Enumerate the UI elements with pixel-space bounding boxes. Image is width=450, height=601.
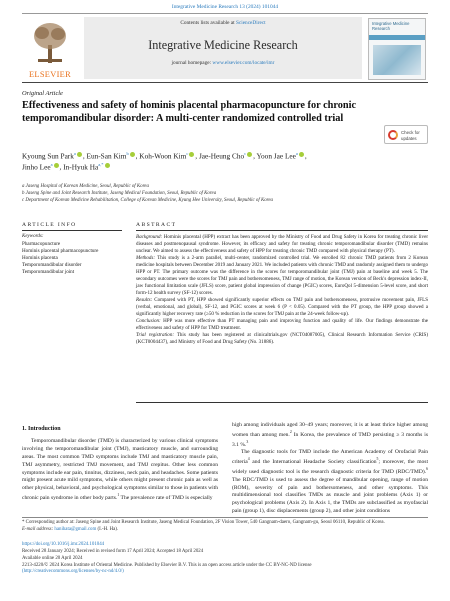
check-for-updates-label bbox=[401, 130, 420, 141]
citation-ref[interactable]: 6 bbox=[426, 466, 428, 471]
abstract-text: HPP was more effective than PT managing pain and improving function and quality of life. Our findings demonstrate the effectiveness and safety of HPP for TMD treatment. bbox=[136, 318, 428, 331]
publisher-name: ELSEVIER bbox=[29, 70, 71, 79]
author-name[interactable]: Eun-San Kim bbox=[86, 151, 127, 161]
keyword-item: Temporomandibular disorder bbox=[22, 262, 82, 269]
email-tail: (I.-H. Ha). bbox=[96, 526, 119, 532]
corr-text: Corresponding author at: Jaseng Spine and Joint Research Institute, Jaseng Medical Foundation, 2F Vision Tower, 540 Gangnam-daero, Gangnam-gu, Seoul 06110, Republic of Korea. bbox=[24, 520, 385, 525]
license-link[interactable]: (http://creativecommons.org/licenses/by-nc-nd/4.0/) bbox=[22, 569, 124, 575]
abstract-rule bbox=[136, 230, 428, 231]
orcid-icon[interactable] bbox=[189, 152, 194, 157]
corr-line bbox=[22, 520, 428, 527]
article-info-rule bbox=[22, 230, 122, 231]
abstract-bottom-rule bbox=[136, 402, 428, 403]
footnote-rule bbox=[22, 517, 428, 518]
orcid-icon[interactable] bbox=[77, 152, 82, 157]
abstract-heading: ABSTRACT bbox=[136, 222, 177, 228]
intro-text: In Korea, the prevalence of TMD persisting ≥ 3 months is 3.1 %. bbox=[232, 431, 428, 448]
abstract-label: Trial registration: bbox=[136, 332, 175, 338]
author-affil-sup[interactable]: c bbox=[186, 151, 189, 156]
elsevier-logo[interactable] bbox=[24, 19, 76, 79]
orcid-icon[interactable] bbox=[105, 163, 110, 168]
intro-text: ; moreover, the most widely used diagnostic tool is the research diagnostic criteria for TMD (RDC/TMD). bbox=[232, 459, 428, 475]
journal-cover-thumbnail-icon[interactable] bbox=[368, 18, 426, 80]
keywords-label: Keywords: bbox=[22, 234, 44, 239]
citation-ref[interactable]: 3 bbox=[246, 439, 249, 444]
copyright-line: 2213-4220/© 2024 Korea Institute of Oriental Medicine. Published by Elsevier B.V. This is an open access article under the CC BY-NC-ND license bbox=[22, 562, 312, 568]
author-affil-sup[interactable]: a bbox=[73, 151, 76, 156]
author-name[interactable]: In-Hyuk Ha bbox=[63, 162, 99, 172]
author-name[interactable]: Kyoung Sun Park bbox=[22, 151, 74, 161]
abstract-body bbox=[136, 234, 428, 346]
journal-name: Integrative Medicine Research bbox=[148, 38, 298, 52]
keyword-item: Pharmacopuncture bbox=[22, 241, 61, 247]
orcid-icon[interactable] bbox=[130, 152, 135, 157]
intro-paragraph bbox=[232, 422, 428, 449]
journal-reference[interactable]: Integrative Medicine Research 13 (2024) 101044 bbox=[171, 4, 279, 10]
abstract-label: Background: bbox=[136, 234, 163, 240]
abstract-background bbox=[136, 234, 428, 255]
author-name[interactable]: Jinho Lee bbox=[22, 162, 51, 172]
journal-banner bbox=[84, 17, 362, 79]
doi-link[interactable]: https://doi.org/10.1016/j.imr.2024.101044 bbox=[22, 542, 105, 547]
abstract-label: Results: bbox=[136, 297, 153, 303]
abstract-text: Hominis placental (HPP) extract has been approved by the Ministry of Food and Drug Safety in Korea for treating chronic liver diseases and postmenopausal syndrome. However, its efficacy and safety for treating chronic temporomandibular disorder (TMD) remains unclear. We aimed to assess the effectiveness and safety of HPP for treating chronic TMD compared with physical therapy (PT). bbox=[136, 234, 429, 254]
keyword-item: Hominis placental pharmacopuncture bbox=[22, 248, 99, 255]
affiliation-item: b Jaseng Spine and Joint Research Institute, Jaseng Medical Foundation, Seoul, Republic of Korea bbox=[22, 191, 217, 197]
author-name[interactable]: Jae-Heung Cho bbox=[198, 151, 245, 161]
journal-masthead bbox=[22, 13, 428, 83]
citation-ref[interactable]: 5 bbox=[376, 457, 379, 462]
abstract-label: Methods: bbox=[136, 255, 156, 261]
cover-title: Integrative Medicine Research bbox=[372, 21, 410, 31]
intro-text: high among individuals aged 30–49 years; moreover, it is at least thrice higher among women than among men. bbox=[232, 422, 428, 438]
cover-artwork bbox=[373, 45, 421, 75]
intro-text: The diagnostic tools for TMD include the American Academy of Orofacial Pain criteria bbox=[232, 449, 428, 466]
article-history bbox=[22, 542, 428, 576]
article-info-heading: ARTICLE INFO bbox=[22, 222, 77, 228]
intro-column-2 bbox=[232, 422, 428, 516]
elsevier-tree-logo-icon bbox=[32, 21, 68, 65]
section-heading-introduction: 1. Introduction bbox=[22, 426, 61, 432]
abstract-conclusion bbox=[136, 318, 428, 332]
article-type: Original Article bbox=[22, 90, 63, 97]
author-affil-sup[interactable]: a,* bbox=[98, 161, 104, 167]
orcid-icon[interactable] bbox=[54, 163, 59, 168]
sciencedirect-link[interactable]: ScienceDirect bbox=[235, 20, 266, 26]
intro-text: The prevalence rate of TMD is especially bbox=[119, 494, 213, 501]
received-dates: Received 28 January 2024; Received in revised form 17 April 2024; Accepted 18 April 2024 bbox=[22, 548, 204, 554]
abstract-trial-registration bbox=[136, 332, 428, 346]
cfu-line2: updates bbox=[401, 135, 417, 141]
corresponding-author-note bbox=[22, 520, 428, 534]
available-online: Available online 20 April 2024 bbox=[22, 555, 83, 561]
affiliations bbox=[22, 183, 428, 204]
abstract-text: This study is a 2-arm parallel, multi-center, randomized controlled trial. We enrolled 82 chronic TMD patients from 2 Korean medicine hospitals between December 2019 and January 2021. We included patients with chronic TMD and randomly assigned them to undergo HPP or PT. The primary outcome was the difference in the scores for temporomandibular joint (TMJ) pain at baseline and week 5. The secondary outcomes were the scores for TMJ pain and bothersomeness, TMJ range of motion, the Korean version of Beck's depression index-II, jaw functional limitation scale (JFLS) score, patient global impression of change (PGIC) scores, EuroQol 5-dimension 5-level score, and short form-12 health survey (SF-12) scores. bbox=[136, 255, 429, 296]
homepage-link[interactable]: www.elsevier.com/locate/imr bbox=[212, 60, 275, 66]
author-name[interactable]: Koh-Woon Kim bbox=[139, 151, 187, 161]
cover-stripe bbox=[369, 35, 425, 40]
author-affil-sup[interactable]: c bbox=[244, 151, 247, 156]
author-affil-sup[interactable]: a bbox=[50, 161, 53, 167]
author-list: Kyoung Sun Park$^a$ , Eun-San Kim$^b$ , Koh-Woon Kim$^c$ , Jae-Heung Cho$^c$ , Yoon Jae Lee$^a$ , Jinho Lee$^a$ , In-Hyuk $Ha^{a,*}$ bbox=[22, 151, 307, 172]
affiliation-item: a Jaseng Hospital of Korean Medicine, Seoul, Republic of Korea bbox=[22, 184, 149, 189]
intro-paragraph bbox=[232, 449, 428, 516]
citation-ref[interactable]: 2 bbox=[289, 429, 292, 434]
intro-column-1 bbox=[22, 438, 218, 503]
affiliation-item: c Department of Korean Medicine Rehabilitation, College of Korean Medicine, Kyung Hee University, Seoul, Republic of Korea bbox=[22, 198, 273, 204]
corr-marker: * bbox=[22, 520, 25, 525]
contents-available bbox=[84, 20, 362, 26]
orcid-icon[interactable] bbox=[299, 152, 304, 157]
email-label: E-mail address: bbox=[22, 526, 55, 532]
abstract-text: This study has been registered at clinicaltrials.gov (NCT04087005), Clinical Research Information Service (CRIS) (KCT0004437), and Ministry of Food and Drug Safety (No. 31886). bbox=[136, 332, 428, 345]
keyword-item: Temporomandibular joint bbox=[22, 269, 75, 276]
email-line bbox=[22, 527, 428, 534]
citation-ref[interactable]: 4 bbox=[247, 457, 250, 462]
keyword-list bbox=[22, 241, 122, 276]
author-name[interactable]: Yoon Jae Lee bbox=[256, 151, 296, 161]
homepage-prefix: journal homepage: bbox=[171, 60, 213, 66]
journal-homepage bbox=[84, 60, 362, 66]
author-affil-sup[interactable]: b bbox=[126, 151, 129, 156]
cfu-line1: Check for bbox=[401, 130, 420, 135]
abstract-label: Conclusion: bbox=[136, 318, 161, 324]
check-for-updates-icon bbox=[388, 130, 398, 140]
intro-text: The RDC/TMD is used to assess the degree of mandibular opening, range of motion (ROM), severity of pain and bothersomeness, and other symptoms. This multidimensional tool classifies TMDs as muscle and joint problems (Axis 1) or psychological problems (Axis 2). In Axis 1, the TMDs are subclassified as myofascial pain (group 1), disc displacements (group 2), and other joint conditions bbox=[232, 476, 428, 515]
check-for-updates-button[interactable] bbox=[384, 125, 428, 144]
abstract-text: Compared with PT, HPP showed significantly superior effects on TMJ pain and bothersomeness, protrusive movement pain, JFLS (verbal, emotional, and global), SF-12, and PGIC scores at week 6 (P < 0.05). Compared with the PT group, the HPP group showed a significantly higher recovery rate (≥50 % reduction in the scores for TMJ pain at the 24-week follow-up). bbox=[136, 297, 429, 317]
intro-text: Temporomandibular disorder (TMD) is characterized by various clinical symptoms involving the temporomandibular joint (TMJ), masticatory muscle, and surrounding areas. The most common TMD symptoms include TMJ and masticatory muscle pain, TMJ asymmetry, restricted TMJ movement, and TMJ crepitus. Other less common symptoms include ear pain, tinnitus, dizziness, neck pain, and headaches. Some patients might present acute mild symptoms, while others might present chronic pain as well as other physical, behavioral, and psychological symptoms similar to those in patients with chronic pain syndrome in other body parts. bbox=[22, 438, 218, 501]
email-link[interactable]: hanihata@gmail.com bbox=[54, 526, 97, 532]
citation-ref[interactable]: 1 bbox=[117, 493, 120, 498]
abstract-results bbox=[136, 297, 428, 318]
article-title: Effectiveness and safety of hominis placental pharmacopuncture for chronic temporomandibular disorder: A multi-center randomized controlled trial bbox=[22, 100, 357, 124]
orcid-icon[interactable] bbox=[247, 152, 252, 157]
intro-text: and the International Headache Society classification bbox=[249, 459, 377, 466]
keyword-item: Hominis placenta bbox=[22, 255, 58, 262]
author-affil-sup[interactable]: a bbox=[295, 151, 298, 156]
abstract-methods bbox=[136, 255, 428, 297]
contents-prefix: Contents lists available at bbox=[180, 20, 236, 26]
